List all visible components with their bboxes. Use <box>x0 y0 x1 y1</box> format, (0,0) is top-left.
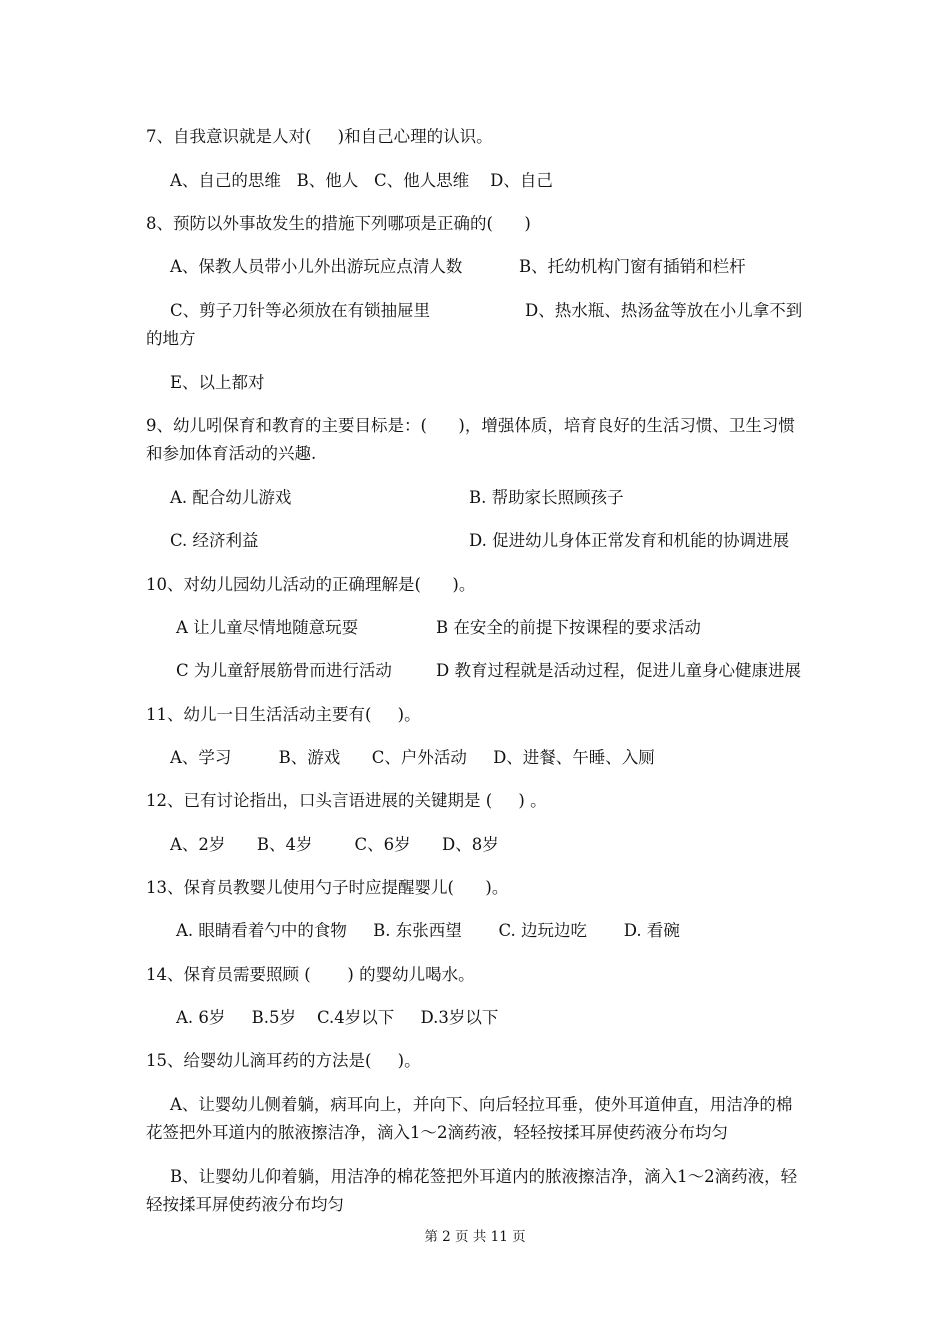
question-10-option-c: C 为儿童舒展筋骨而进行活动 <box>176 661 392 680</box>
question-9-stem: 9、幼儿吲保育和教育的主要目标是：( )，增强体质，培育良好的生活习惯、卫生习惯 <box>146 416 795 435</box>
question-8-option-d: D、热水瓶、热汤盆等放在小儿拿不到 <box>525 301 803 320</box>
question-9-option-d: D. 促进幼儿身体正常发育和机能的协调进展 <box>469 531 790 550</box>
question-15-stem: 15、给婴幼儿滴耳药的方法是( )。 <box>146 1051 421 1070</box>
question-7-options: A、自己的思维 B、他人 C、他人思维 D、自己 <box>170 171 553 190</box>
question-8-option-d-continued: 的地方 <box>146 329 196 348</box>
question-13-stem: 13、保育员教婴儿使用勺子时应提醒婴儿( )。 <box>146 878 509 897</box>
question-10-option-b: B 在安全的前提下按课程的要求活动 <box>436 618 701 637</box>
question-10-option-a: A 让儿童尽情地随意玩耍 <box>176 618 359 637</box>
question-10-stem: 10、对幼儿园幼儿活动的正确理解是( )。 <box>146 575 476 594</box>
question-8-option-a: A、保教人员带小儿外出游玩应点清人数 <box>170 257 463 276</box>
question-11-stem: 11、幼儿一日生活活动主要有( )。 <box>146 705 421 724</box>
question-12-stem: 12、已有讨论指出，口头言语进展的关键期是 ( ) 。 <box>146 791 547 810</box>
question-9-stem-continued: 和参加体育活动的兴趣. <box>146 444 317 463</box>
question-13-options: A. 眼睛看着勺中的食物 B. 东张西望 C. 边玩边吃 D. 看碗 <box>176 921 680 940</box>
question-15-option-a: A、让婴幼儿侧着躺，病耳向上，并向下、向后轻拉耳垂，使外耳道伸直，用洁净的棉 <box>170 1095 793 1114</box>
question-7-stem: 7、自我意识就是人对( )和自己心理的认识。 <box>146 127 493 146</box>
question-8-option-c: C、剪子刀针等必须放在有锁抽屉里 <box>170 301 431 320</box>
page-number-footer: 第 2 页 共 11 页 <box>424 1229 526 1245</box>
question-8-option-b: B、托幼机构门窗有插销和栏杆 <box>519 257 746 276</box>
question-12-options: A、2岁 B、4岁 C、6岁 D、8岁 <box>170 835 499 854</box>
question-8-stem: 8、预防以外事故发生的措施下列哪项是正确的( ) <box>146 214 531 233</box>
question-15-option-a-continued: 花签把外耳道内的脓液擦洁净，滴入1～2滴药液，轻轻按揉耳屏使药液分布均匀 <box>146 1123 728 1142</box>
question-14-options: A. 6岁 B.5岁 C.4岁以下 D.3岁以下 <box>176 1008 499 1027</box>
question-10-option-d: D 教育过程就是活动过程，促进儿童身心健康进展 <box>436 661 801 680</box>
question-14-stem: 14、保育员需要照顾 ( ) 的婴幼儿喝水。 <box>146 965 475 984</box>
question-15-option-b-continued: 轻按揉耳屏使药液分布均匀 <box>146 1195 344 1214</box>
question-15-option-b: B、让婴幼儿仰着躺，用洁净的棉花签把外耳道内的脓液擦洁净，滴入1～2滴药液，轻 <box>170 1167 798 1186</box>
question-9-option-b: B. 帮助家长照顾孩子 <box>469 488 624 507</box>
question-9-option-a: A. 配合幼儿游戏 <box>170 488 292 507</box>
question-8-option-e: E、以上都对 <box>170 373 265 392</box>
question-9-option-c: C. 经济利益 <box>170 531 259 550</box>
question-11-options: A、学习 B、游戏 C、户外活动 D、进餐、午睡、入厕 <box>170 748 655 767</box>
